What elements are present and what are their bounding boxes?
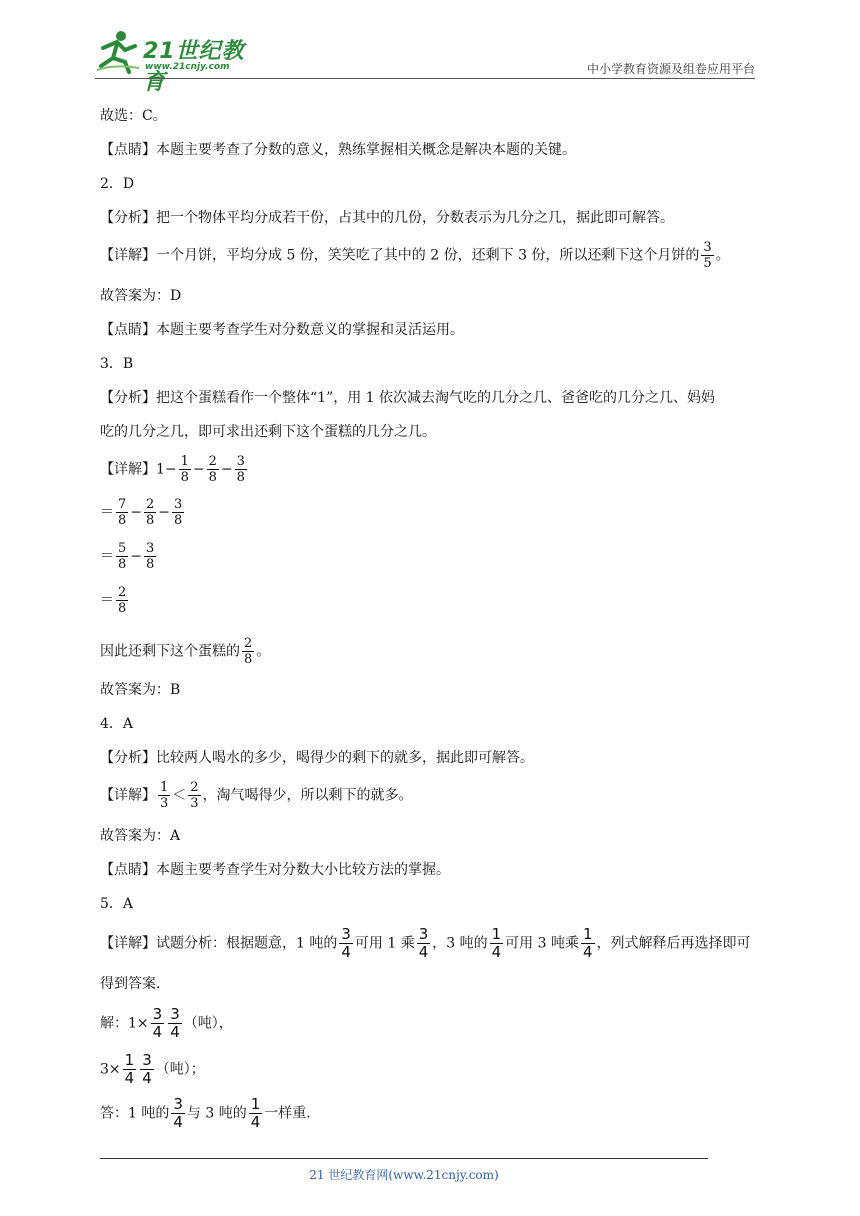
header-divider xyxy=(95,78,755,79)
fraction: $\frac{3}{4}$ xyxy=(142,1051,152,1087)
q5-detail: 【详解】试题分析：根据题意，1 吨的 $\frac{3}{4}$ 可用 1 乘 $\frac{3}{4}$ ，3 吨的 $\frac{1}{4}$ 可用 3 吨乘 $\frac{1}{4}$ ，列式解释后再选择即可 xyxy=(100,925,751,961)
fraction: $\frac{3}{4}$ xyxy=(173,1095,183,1131)
fraction: $\frac{3}{4}$ xyxy=(418,925,429,961)
q2-tip: 【点睛】本题主要考查学生对分数意义的掌握和灵活运用。 xyxy=(100,322,464,338)
fraction: $\frac{1}{4}$ xyxy=(250,1095,261,1131)
fraction: $\frac{3}{8}$ xyxy=(174,497,183,528)
page-header xyxy=(95,28,755,95)
q5-answer: 答：1 吨的 $\frac{3}{4}$ 与 3 吨的 $\frac{1}{4}$ 一样重． xyxy=(100,1095,321,1131)
q4-tip: 【点睛】本题主要考查学生对分数大小比较方法的掌握。 xyxy=(100,862,450,878)
q3-analysis-l1: 【分析】把这个蛋糕看作一个整体“1”，用 1 依次减去淘气吃的几分之几、爸爸吃的几分之几、妈妈 xyxy=(100,390,716,406)
fraction: $\frac{3}{8}$ xyxy=(146,541,155,572)
q5-solution-2: 3× $\frac{1}{4}$ $\frac{3}{4}$ （吨）； xyxy=(100,1051,205,1087)
fraction: $\frac{2}{8}$ xyxy=(208,454,217,485)
footer-link[interactable]: 21 世纪教育网(www.21cnjy.com) xyxy=(309,1168,499,1182)
q2-detail: 【详解】一个月饼，平均分成 5 份，笑笑吃了其中的 2 份，还剩下 3 份，所以还剩下这个月饼的 $\frac{3}{5}$ 。 xyxy=(100,240,730,271)
q1-choice: 故选：C。 xyxy=(100,108,167,124)
logo-url: www.21cnjy.com xyxy=(145,62,230,72)
q3-answer: 故答案为：B xyxy=(100,682,181,698)
fraction: $\frac{3}{4}$ xyxy=(152,1005,163,1041)
q2-detail-text: 【详解】一个月饼，平均分成 5 份，笑笑吃了其中的 2 份，还剩下 3 份，所以还剩下这个月饼的 xyxy=(100,247,700,264)
q3-number: 3．B xyxy=(100,356,134,372)
q5-solution-1: 解：1× $\frac{3}{4}$ $\frac{3}{4}$ （吨）， xyxy=(100,1005,233,1041)
fraction: $\frac{5}{8}$ xyxy=(118,541,127,572)
fraction: $\frac{3}{5}$ xyxy=(703,240,712,271)
footer-divider xyxy=(100,1158,708,1159)
q5-detail-l2: 得到答案． xyxy=(100,976,170,992)
q4-number: 4．A xyxy=(100,716,134,732)
fraction: $\frac{1}{8}$ xyxy=(180,454,189,485)
q3-step-1: 【详解】1− $\frac{1}{8}$ − $\frac{2}{8}$ − $\frac{3}{8}$ xyxy=(100,454,245,485)
site-logo xyxy=(95,28,265,95)
fraction: $\frac{1}{4}$ xyxy=(491,925,502,961)
fraction: $\frac{7}{8}$ xyxy=(118,497,127,528)
q4-detail: 【详解】 $\frac{1}{3}$ ＜ $\frac{2}{3}$ ，淘气喝得少，所以剩下的就多。 xyxy=(100,780,413,811)
q4-analysis: 【分析】比较两人喝水的多少，喝得少的剩下的就多，据此即可解答。 xyxy=(100,750,534,766)
platform-name: 中小学教育资源及组卷应用平台 xyxy=(586,62,755,76)
q2-analysis: 【分析】把一个物体平均分成若干份，占其中的几份，分数表示为几分之几，据此即可解答。 xyxy=(100,210,674,226)
fraction: $\frac{2}{3}$ xyxy=(190,780,199,811)
runner-logo-icon xyxy=(95,28,141,74)
q3-conclusion: 因此还剩下这个蛋糕的 $\frac{2}{8}$ 。 xyxy=(100,636,271,667)
fraction: $\frac{2}{8}$ xyxy=(118,585,127,616)
q3-step-4: ＝ $\frac{2}{8}$ xyxy=(100,585,127,616)
q3-step-2: ＝ $\frac{7}{8}$ − $\frac{2}{8}$ − $\frac{3}{8}$ xyxy=(100,497,183,528)
q3-step-3: ＝ $\frac{5}{8}$ − $\frac{3}{8}$ xyxy=(100,541,155,572)
fraction: $\frac{3}{4}$ xyxy=(341,925,351,961)
q2-number: 2．D xyxy=(100,176,135,192)
q2-answer: 故答案为：D xyxy=(100,288,182,304)
fraction: $\frac{1}{3}$ xyxy=(160,780,169,811)
q5-number: 5．A xyxy=(100,896,134,912)
fraction: $\frac{3}{8}$ xyxy=(236,454,245,485)
fraction: $\frac{2}{8}$ xyxy=(244,636,253,667)
q1-tip: 【点睛】本题主要考查了分数的意义，熟练掌握相关概念是解决本题的关键。 xyxy=(100,142,576,158)
q3-analysis-l2: 吃的几分之几，即可求出还剩下这个蛋糕的几分之几。 xyxy=(100,424,436,440)
fraction: $\frac{3}{4}$ xyxy=(170,1005,180,1041)
fraction: $\frac{1}{4}$ xyxy=(582,925,593,961)
fraction: $\frac{1}{4}$ xyxy=(124,1051,135,1087)
q4-answer: 故答案为：A xyxy=(100,828,181,844)
logo-text: 21世纪教育 xyxy=(143,39,245,95)
fraction: $\frac{2}{8}$ xyxy=(146,497,155,528)
